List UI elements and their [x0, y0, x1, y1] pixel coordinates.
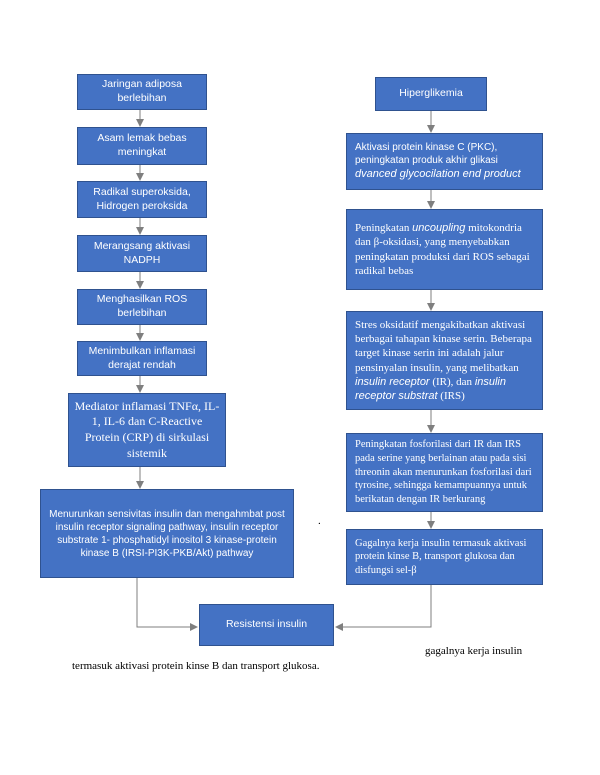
pkc-line2: peningkatan produk akhir glikasi: [355, 155, 498, 167]
stres-em1: insulin receptor: [355, 375, 430, 388]
pkc-line3: dvanced glycocilation end product: [355, 168, 521, 181]
stres-text3: (IRS): [440, 390, 465, 403]
box-aktivasi-nadph: Merangsang aktivasi NADPH: [77, 235, 207, 272]
box-uncoupling: [346, 209, 543, 290]
arrow-left-to-resistensi: [137, 578, 197, 627]
caption-left: termasuk aktivasi protein kinse B dan transport glukosa.: [72, 660, 320, 672]
box-inflamasi-rendah: Menimbulkan inflamasi derajat rendah: [77, 341, 207, 376]
caption-right: gagalnya kerja insulin: [425, 645, 523, 657]
stres-text2: (IR), dan: [432, 375, 473, 388]
box-gagalnya-kerja-insulin: Gagalnya kerja insulin termasuk aktivasi protein kinse B, transport glukosa dan disfungsi sel-β: [346, 529, 543, 585]
box-menurunkan-sensivitas: Menurunkan sensivitas insulin dan mengahmbat post insulin receptor signaling pathway, insulin receptor substrate 1- phosphatidyl inositol 3 kinase-protein kinase B (IRSI-PI3K-PKB/Akt) pathway: [40, 489, 294, 578]
stray-mark: .: [318, 515, 321, 527]
uncoupling-text: [355, 221, 534, 278]
pkc-line1: Aktivasi protein kinase C (PKC),: [355, 142, 498, 154]
stres-em2: insulin receptor substrat: [355, 375, 506, 403]
uncoupling-em: uncoupling: [412, 221, 466, 234]
box-hiperglikemia: Hiperglikemia: [375, 77, 487, 111]
box-jaringan-adiposa: Jaringan adiposa berlebihan: [77, 74, 207, 110]
uncoupling-post: mitokondria dan β-oksidasi, yang menyebabkan peningkatan produksi dari ROS sebagai radikal bebas: [355, 221, 530, 277]
box-fosforilasi: Peningkatan fosforilasi dari IR dan IRS pada serine yang berlainan atau pada sisi threonin akan menurunkan fosforilasi dari tyrosine, sehingga kemampuannya untuk berikatan dengan IR berkurang: [346, 433, 543, 512]
box-mediator-inflamasi: Mediator inflamasi TNFα, IL-1, IL-6 dan C-Reactive Protein (CRP) di sirkulasi sistemik: [68, 393, 226, 467]
stres-text: [355, 318, 534, 404]
uncoupling-pre: Peningkatan: [355, 221, 410, 234]
box-menghasilkan-ros: Menghasilkan ROS berlebihan: [77, 289, 207, 325]
box-resistensi-insulin: Resistensi insulin: [199, 604, 334, 646]
box-radikal-superoksida: Radikal superoksida, Hidrogen peroksida: [77, 181, 207, 218]
box-aktivasi-pkc: [346, 133, 543, 190]
arrow-right-to-resistensi: [336, 585, 431, 627]
box-stres-oksidatif: [346, 311, 543, 410]
box-asam-lemak: Asam lemak bebas meningkat: [77, 127, 207, 165]
stres-text1: Stres oksidatif mengakibatkan aktivasi berbagai tahapan kinase serin. Beberapa target kinase serin ini adalah jalur pensinyalan insulin, yang melibatkan: [355, 318, 532, 374]
